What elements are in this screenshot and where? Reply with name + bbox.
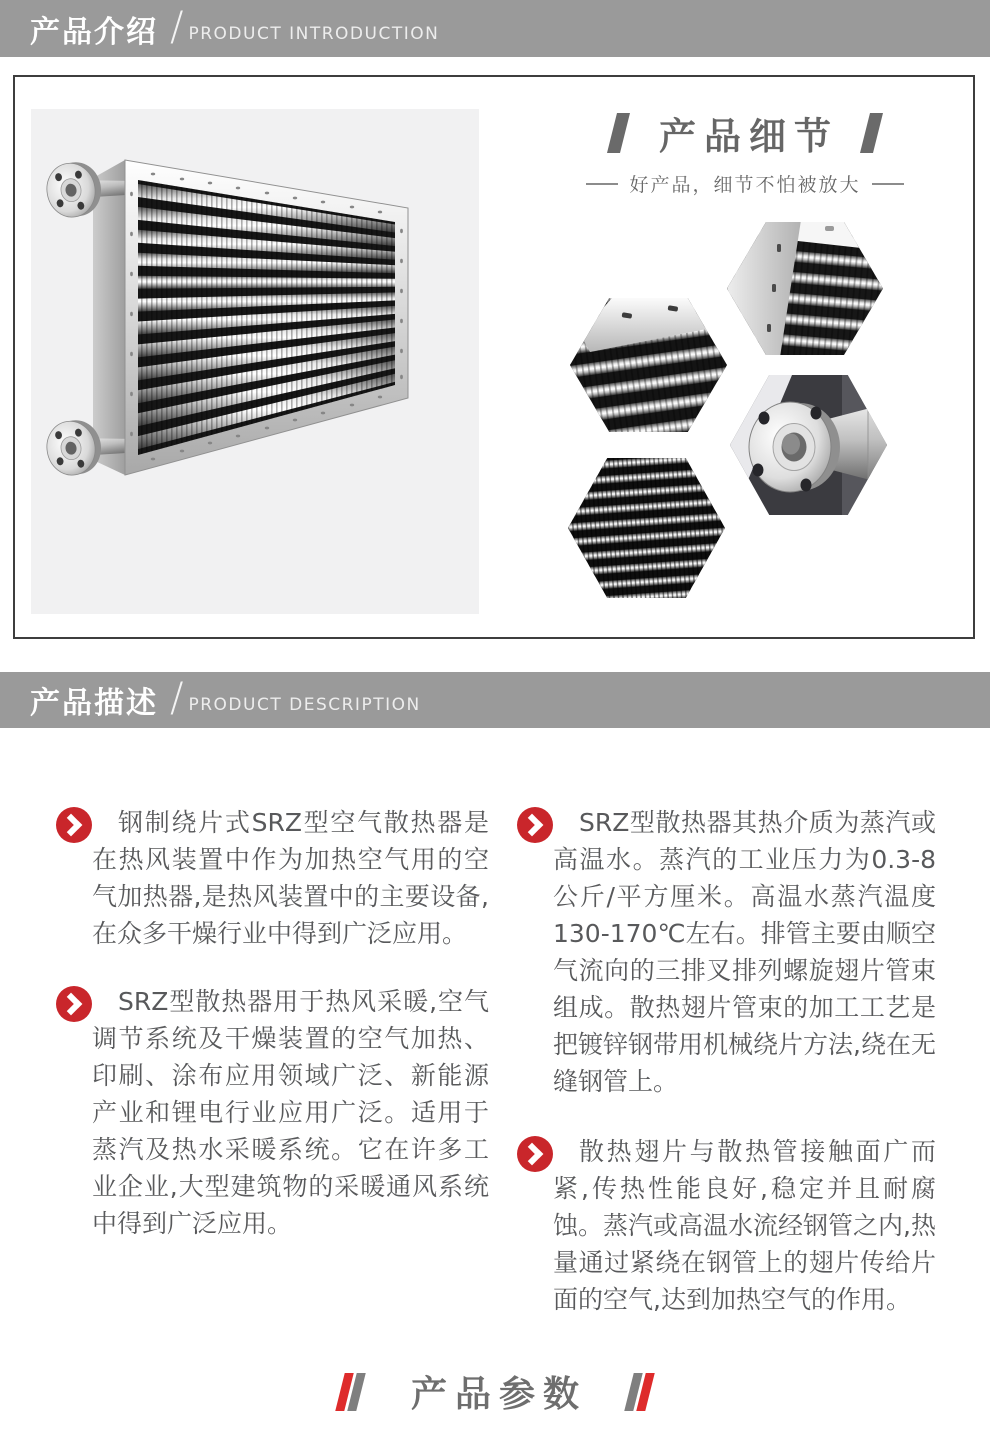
chevron-right-icon	[517, 807, 553, 843]
details-title: 产品细节	[659, 115, 839, 158]
description-title-en: PRODUCT DESCRIPTION	[188, 695, 421, 715]
section-header-description	[0, 672, 990, 728]
chevron-right-icon	[56, 986, 92, 1022]
details-subtitle: 好产品，细节不怕被放大	[629, 174, 861, 196]
description-title-cn: 产品描述	[30, 686, 158, 721]
dash-line-right	[872, 183, 904, 185]
description-paragraph-block	[553, 804, 936, 1100]
slant-marker-left-icon	[339, 1373, 363, 1411]
description-paragraph: SRZ型散热器用于热风采暖,空气调节系统及干燥装置的空气加热、印刷、涂布应用领域广泛、新能源产业和锂电行业应用广泛。适用于蒸汽及热水采暖系统。它在许多工业企业,大型建筑物的采暖通风系统中得到广泛应用。	[92, 987, 489, 1238]
chevron-right-icon	[517, 1136, 553, 1172]
detail-image-flange	[730, 375, 887, 515]
params-title-row	[0, 1366, 990, 1417]
description-paragraph-block	[92, 804, 489, 952]
slant-bar-left-icon	[607, 113, 630, 153]
description-paragraph: 钢制绕片式SRZ型空气散热器是在热风装置中作为加热空气用的空气加热器,是热风装置中的主要设备,在众多干燥行业中得到广泛应用。	[92, 808, 489, 948]
product-image	[31, 109, 479, 614]
heat-exchanger-render	[31, 109, 479, 614]
detail-image-fin-tubes	[570, 298, 727, 432]
slant-bar-right-icon	[860, 113, 883, 153]
intro-title-cn: 产品介绍	[30, 14, 158, 50]
frame-corner-closeup-render	[727, 222, 883, 355]
section-header-introduction	[0, 0, 990, 57]
dense-fin-texture-render	[568, 458, 725, 598]
details-title-row	[545, 106, 945, 160]
product-introduction-panel	[13, 75, 975, 639]
chevron-right-icon	[56, 807, 92, 843]
fin-tube-closeup-render	[570, 298, 727, 432]
description-paragraph-block	[92, 983, 489, 1242]
slant-marker-right-icon	[627, 1373, 651, 1411]
slash-separator: /	[170, 675, 184, 721]
params-title: 产品参数	[410, 1374, 587, 1415]
dash-line-left	[586, 183, 618, 185]
intro-title-en: PRODUCT INTRODUCTION	[188, 23, 440, 44]
slash-separator: /	[170, 3, 184, 50]
description-paragraph: 散热翅片与散热管接触面广而紧,传热性能良好,稳定并且耐腐蚀。蒸汽或高温水流经钢管之内,热量通过紧绕在钢管上的翅片传给片面的空气,达到加热空气的作用。	[553, 1137, 936, 1314]
details-subtitle-row	[545, 170, 945, 197]
flange-closeup-render	[730, 375, 887, 515]
detail-image-frame-corner	[727, 222, 883, 355]
detail-image-fin-texture	[568, 458, 725, 598]
description-paragraph-block	[553, 1133, 936, 1318]
description-paragraph: SRZ型散热器其热介质为蒸汽或高温水。蒸汽的工业压力为0.3-8公斤/平方厘米。高温水蒸汽温度130-170℃左右。排管主要由顺空气流向的三排叉排列螺旋翅片管束组成。散热翅片管束的加工工艺是把镀锌钢带用机械绕片方法,绕在无缝钢管上。	[553, 808, 936, 1096]
